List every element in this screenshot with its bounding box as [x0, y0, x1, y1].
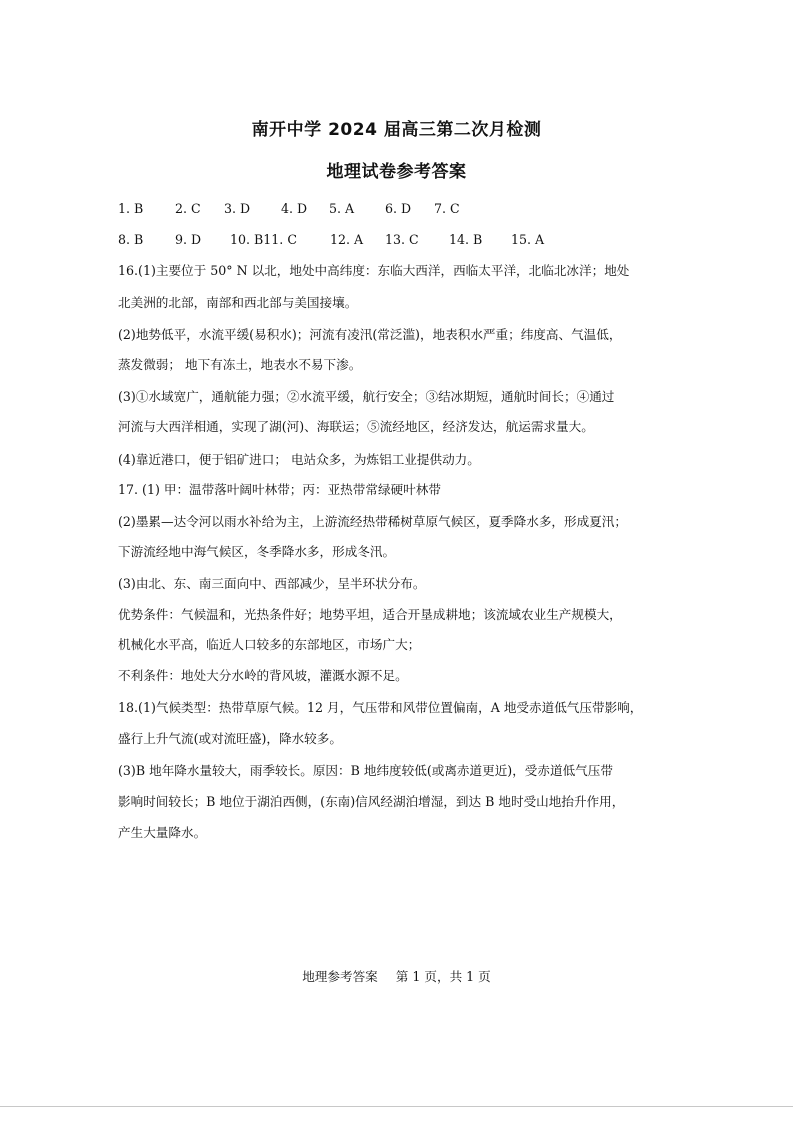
answer-line: (2)地势低平，水流平缓(易积水)；河流有凌汛(常泛滥)，地表积水严重；纬度高、气温低， — [118, 327, 622, 342]
answer-line: 18.(1)气候类型：热带草原气候。12 月，气压带和风带位置偏南，A 地受赤道低气压带影响， — [118, 700, 643, 715]
page-footer — [0, 966, 793, 985]
answer-line: 优势条件：气候温和，光热条件好；地势平坦，适合开垦成耕地；该流域农业生产规模大， — [118, 607, 622, 622]
mc-answer: 12. A — [330, 232, 364, 247]
mc-answer: 1. B — [118, 201, 144, 216]
mc-answer: 15. A — [511, 232, 545, 247]
answer-line: (3)B 地年降水量较大，雨季较长。原因：B 地纬度较低(或离赤道更近)，受赤道低气压带 — [118, 763, 613, 778]
answer-line: 产生大量降水。 — [118, 825, 207, 840]
answer-line: 河流与大西洋相通，实现了湖(河)、海联运；⑤流经地区，经济发达，航运需求量大。 — [118, 419, 594, 434]
answer-line: 蒸发微弱； 地下有冻土，地表水不易下渗。 — [118, 357, 362, 372]
answer-line: 北美洲的北部，南部和西北部与美国接壤。 — [118, 295, 358, 310]
mc-answer: 14. B — [449, 232, 483, 247]
mc-answer: 4. D — [281, 201, 308, 216]
answer-line: 不利条件：地处大分水岭的背风坡，灌溉水源不足。 — [118, 668, 408, 683]
mc-answer: 6. D — [385, 201, 412, 216]
page-bottom-divider — [0, 1106, 793, 1107]
answer-line: (2)墨累—达令河以雨水补给为主，上游流经热带稀树草原气候区，夏季降水多，形成夏汛； — [118, 514, 627, 529]
answer-line: (4)靠近港口，便于铝矿进口； 电站众多，为炼铝工业提供动力。 — [118, 452, 480, 467]
answer-line: 盛行上升气流(或对流旺盛)，降水较多。 — [118, 731, 342, 746]
mc-answer: 7. C — [434, 201, 460, 216]
mc-answer: 9. D — [175, 232, 202, 247]
footer-page-info: 第 1 页，共 1 页 — [395, 969, 491, 984]
answer-line: (3)①水域宽广，通航能力强；②水流平缓，航行安全；③结冰期短，通航时间长；④通过 — [118, 389, 615, 404]
answer-line: 机械化水平高，临近人口较多的东部地区，市场广大； — [118, 637, 421, 652]
answer-line: 17. (1) 甲：温带落叶阔叶林带；丙：亚热带常绿硬叶林带 — [118, 482, 441, 497]
mc-answer: 13. C — [385, 232, 419, 247]
mc-answer: 10. B11. C — [230, 232, 297, 247]
answer-line: 下游流经地中海气候区，冬季降水多，形成冬汛。 — [118, 544, 396, 559]
mc-answer: 5. A — [329, 201, 355, 216]
mc-answer: 2. C — [175, 201, 201, 216]
answer-line: 16.(1)主要位于 50° N 以北，地处中高纬度：东临大西洋，西临太平洋，北临北冰洋；地处 — [118, 263, 630, 278]
footer-label: 地理参考答案 — [302, 969, 378, 984]
page-title: 南开中学 2024 届高三第二次月检测 — [251, 120, 542, 140]
mc-answer: 3. D — [224, 201, 251, 216]
page-subtitle: 地理试卷参考答案 — [326, 162, 467, 182]
answer-line: 影响时间较长；B 地位于湖泊西侧，(东南)信风经湖泊增湿，到达 B 地时受山地抬升作用， — [118, 794, 625, 809]
answer-line: (3)由北、东、南三面向中、西部减少，呈半环状分布。 — [118, 576, 426, 591]
mc-answer: 8. B — [118, 232, 144, 247]
